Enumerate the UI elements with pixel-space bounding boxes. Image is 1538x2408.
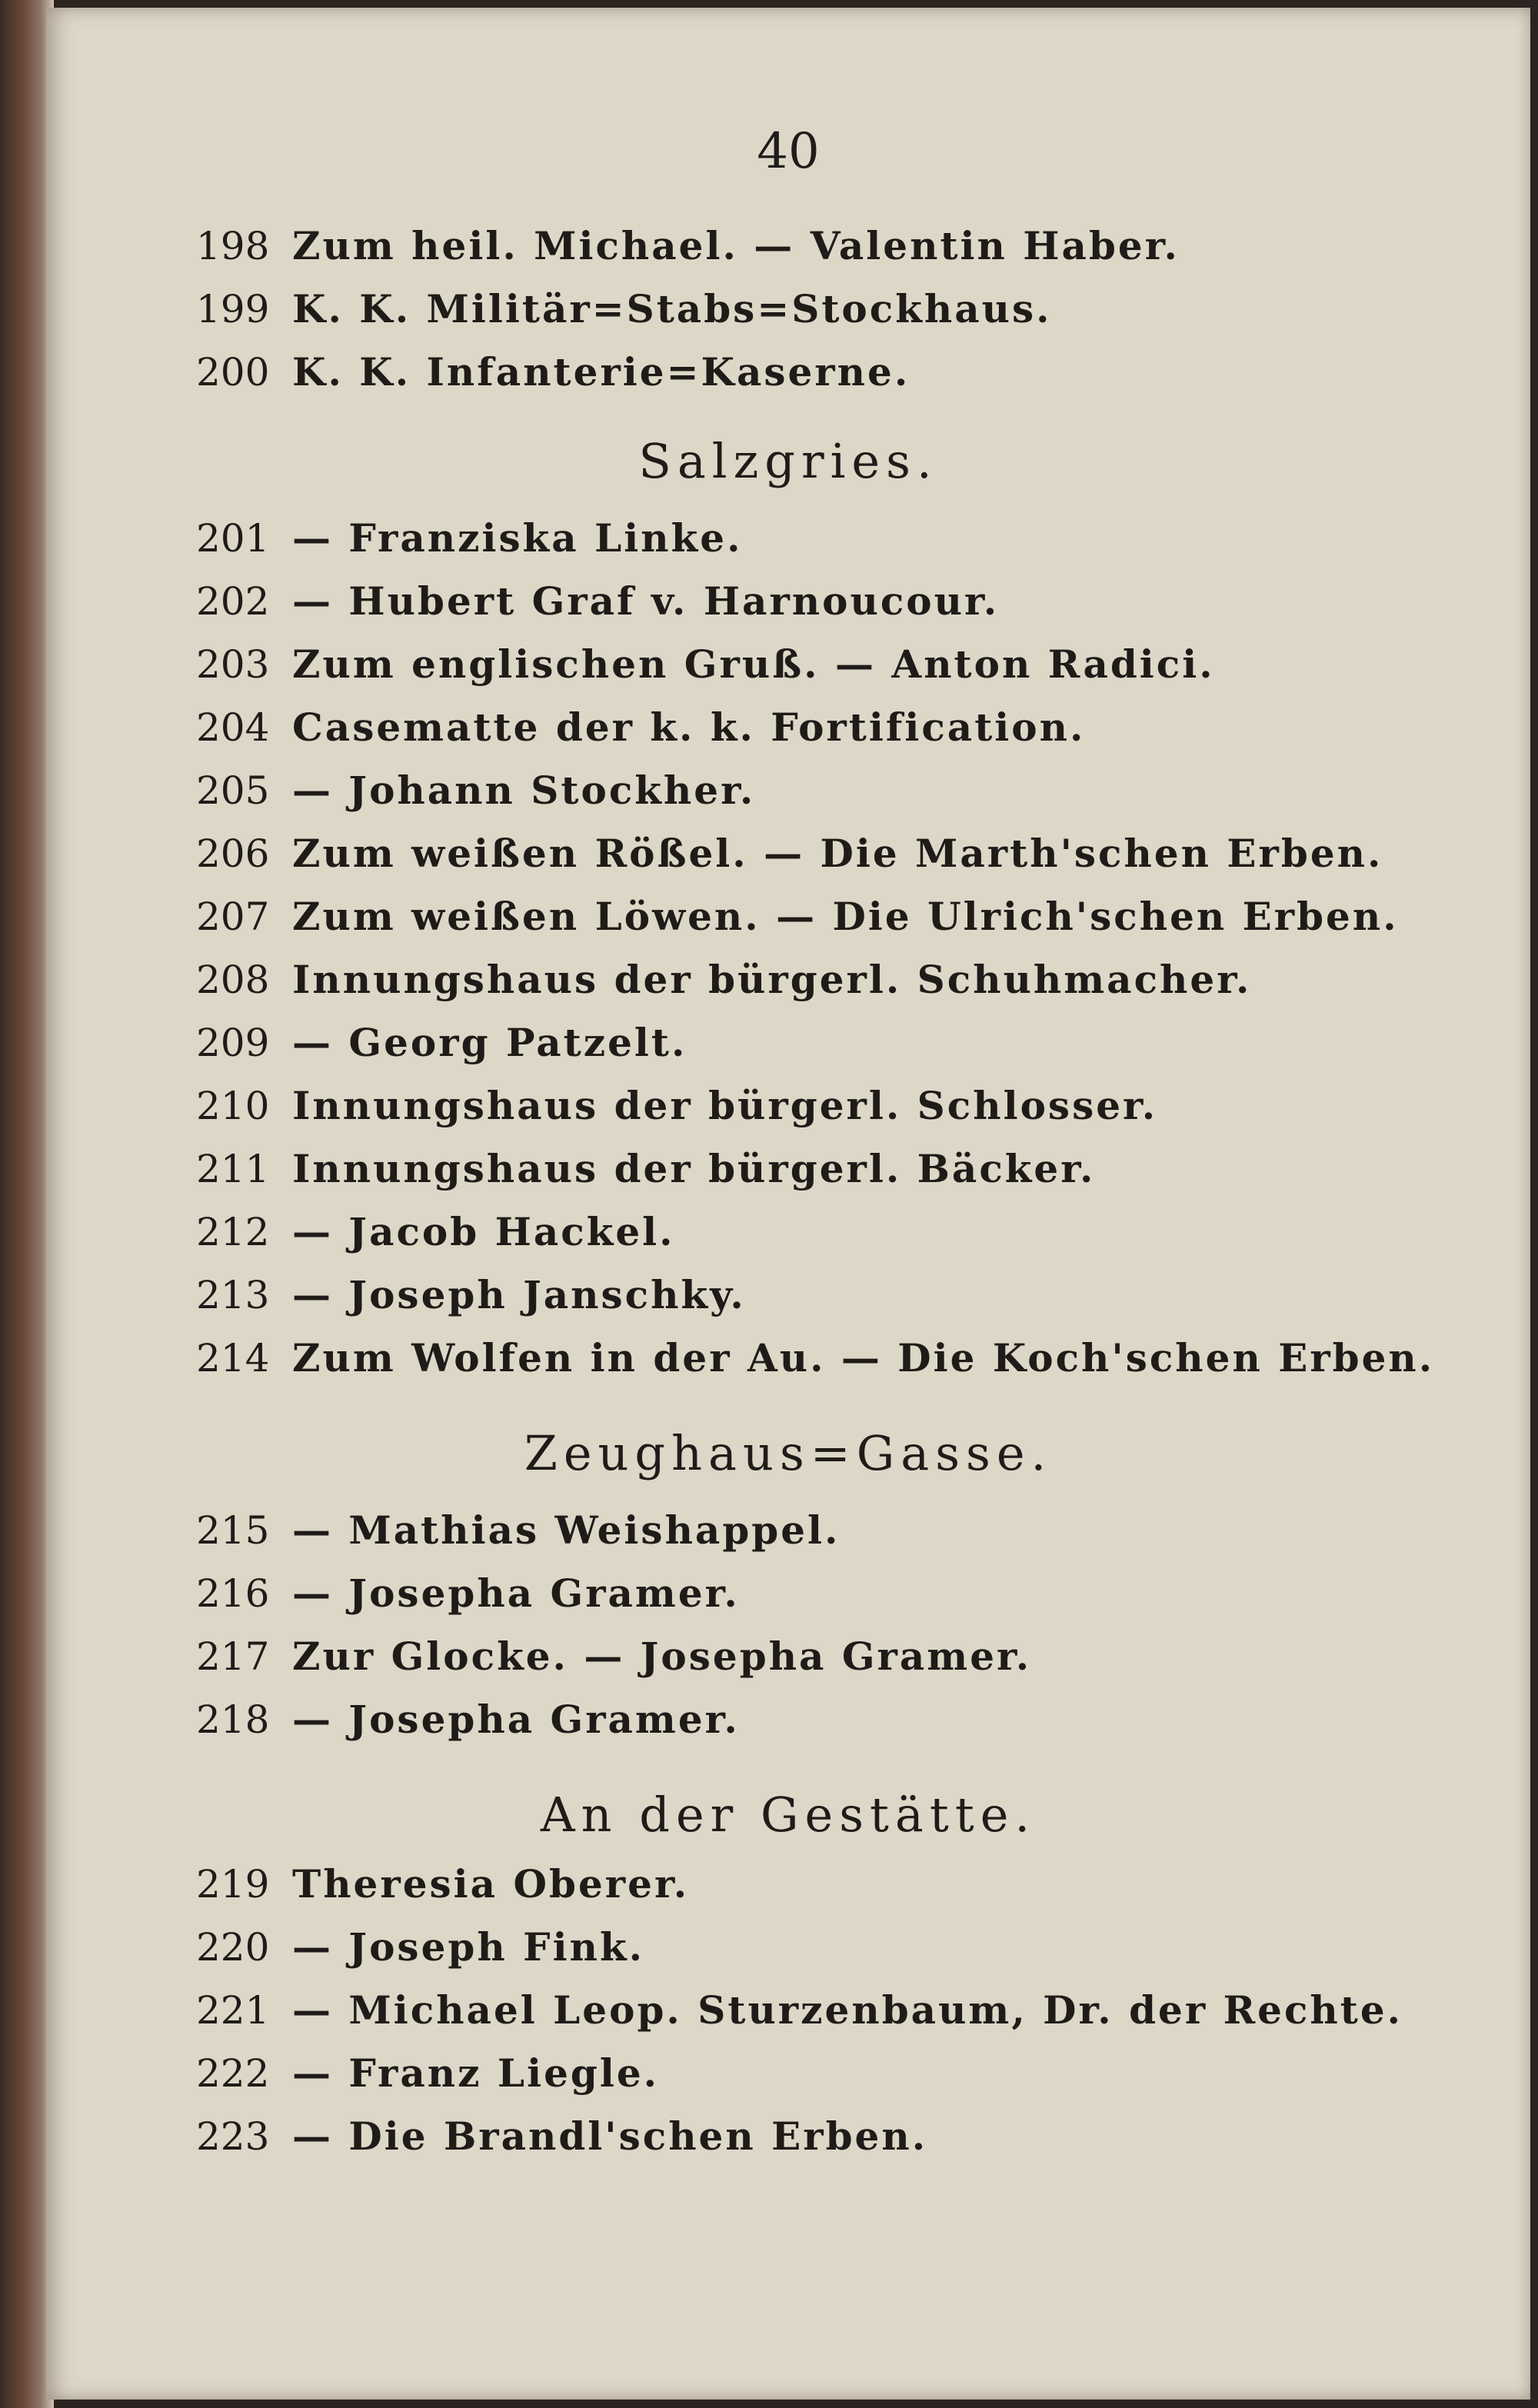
section-heading: Salzgries.: [638, 433, 938, 489]
entry-text: Zum englischen Gruß. — Anton Radici.: [292, 641, 1215, 687]
list-item: [196, 1630, 1031, 1684]
house-number: 215: [196, 1508, 270, 1553]
house-number: 199: [196, 287, 270, 331]
list-item: [196, 1504, 840, 1557]
entry-text: Innungshaus der bürgerl. Schuhmacher.: [292, 957, 1252, 1002]
house-number: 203: [196, 642, 270, 687]
list-item: [196, 827, 1383, 881]
house-number: 217: [196, 1634, 270, 1679]
entry-text: — Josepha Gramer.: [292, 1697, 740, 1742]
house-number: 216: [196, 1571, 270, 1616]
list-item: [196, 511, 742, 565]
entry-text: K. K. Militär=Stabs=Stockhaus.: [292, 286, 1052, 331]
entry-text: — Michael Leop. Sturzenbaum, Dr. der Rechte.: [292, 1987, 1403, 2033]
house-number: 207: [196, 894, 270, 939]
list-item: [196, 2047, 659, 2100]
list-item: [196, 890, 1399, 944]
house-number: 205: [196, 768, 270, 813]
entry-text: — Joseph Janschky.: [292, 1272, 746, 1317]
list-item: [196, 575, 999, 628]
house-number: 198: [196, 224, 270, 268]
house-number: 220: [196, 1925, 270, 1970]
house-number: 212: [196, 1210, 270, 1254]
house-number: 204: [196, 705, 270, 750]
entry-text: — Josepha Gramer.: [292, 1570, 740, 1616]
list-item: [196, 764, 755, 818]
entry-text: — Die Brandl'schen Erben.: [292, 2113, 928, 2159]
house-number: 221: [196, 1988, 270, 2033]
house-number: 208: [196, 958, 270, 1002]
list-item: [196, 1205, 675, 1259]
list-item: [196, 953, 1251, 1007]
entry-text: Zum weißen Rößel. — Die Marth'schen Erben.: [292, 831, 1383, 876]
entry-text: — Johann Stockher.: [292, 768, 756, 813]
list-item: [196, 1016, 687, 1070]
entry-text: — Franz Liegle.: [292, 2050, 660, 2096]
entry-text: — Franziska Linke.: [292, 515, 743, 561]
house-number: 222: [196, 2051, 270, 2096]
list-item: [196, 345, 910, 399]
section-heading: Zeughaus=Gasse.: [524, 1425, 1053, 1481]
entry-text: K. K. Infanterie=Kaserne.: [292, 349, 910, 395]
list-item: [196, 219, 1180, 273]
list-item: [196, 1983, 1403, 2037]
entry-text: Innungshaus der bürgerl. Schlosser.: [292, 1083, 1158, 1128]
page-number: 40: [757, 123, 820, 180]
house-number: 200: [196, 350, 270, 395]
book-page: [46, 8, 1530, 2400]
list-item: [196, 1142, 1095, 1196]
house-number: 201: [196, 516, 270, 561]
list-item: [196, 701, 1085, 754]
list-item: [196, 1857, 689, 1911]
entry-text: Innungshaus der bürgerl. Bäcker.: [292, 1146, 1096, 1191]
list-item: [196, 1693, 740, 1747]
entry-text: Zur Glocke. — Josepha Gramer.: [292, 1634, 1032, 1679]
house-number: 211: [196, 1147, 270, 1191]
house-number: 213: [196, 1273, 270, 1317]
house-number: 206: [196, 831, 270, 876]
entry-text: Zum Wolfen in der Au. — Die Koch'schen Erben.: [292, 1335, 1435, 1381]
house-number: 219: [196, 1862, 270, 1907]
section-heading: An der Gestätte.: [540, 1787, 1037, 1843]
entry-text: Casematte der k. k. Fortification.: [292, 704, 1086, 750]
list-item: [196, 1331, 1434, 1385]
entry-text: — Georg Patzelt.: [292, 1020, 687, 1065]
list-item: [196, 638, 1215, 691]
house-number: 202: [196, 579, 270, 624]
house-number: 214: [196, 1336, 270, 1381]
entry-text: Theresia Oberer.: [292, 1861, 690, 1907]
list-item: [196, 282, 1052, 336]
entry-text: — Joseph Fink.: [292, 1924, 644, 1970]
house-number: 209: [196, 1021, 270, 1065]
list-item: [196, 1268, 746, 1322]
house-number: 210: [196, 1084, 270, 1128]
entry-text: — Mathias Weishappel.: [292, 1507, 841, 1553]
list-item: [196, 2110, 927, 2163]
list-item: [196, 1920, 644, 1974]
list-item: [196, 1567, 740, 1620]
entry-text: — Jacob Hackel.: [292, 1209, 675, 1254]
entry-text: Zum weißen Löwen. — Die Ulrich'schen Erben.: [292, 894, 1399, 939]
house-number: 218: [196, 1697, 270, 1742]
entry-text: — Hubert Graf v. Harnoucour.: [292, 578, 1000, 624]
list-item: [196, 1079, 1157, 1133]
entry-text: Zum heil. Michael. — Valentin Haber.: [292, 223, 1180, 268]
house-number: 223: [196, 2114, 270, 2159]
